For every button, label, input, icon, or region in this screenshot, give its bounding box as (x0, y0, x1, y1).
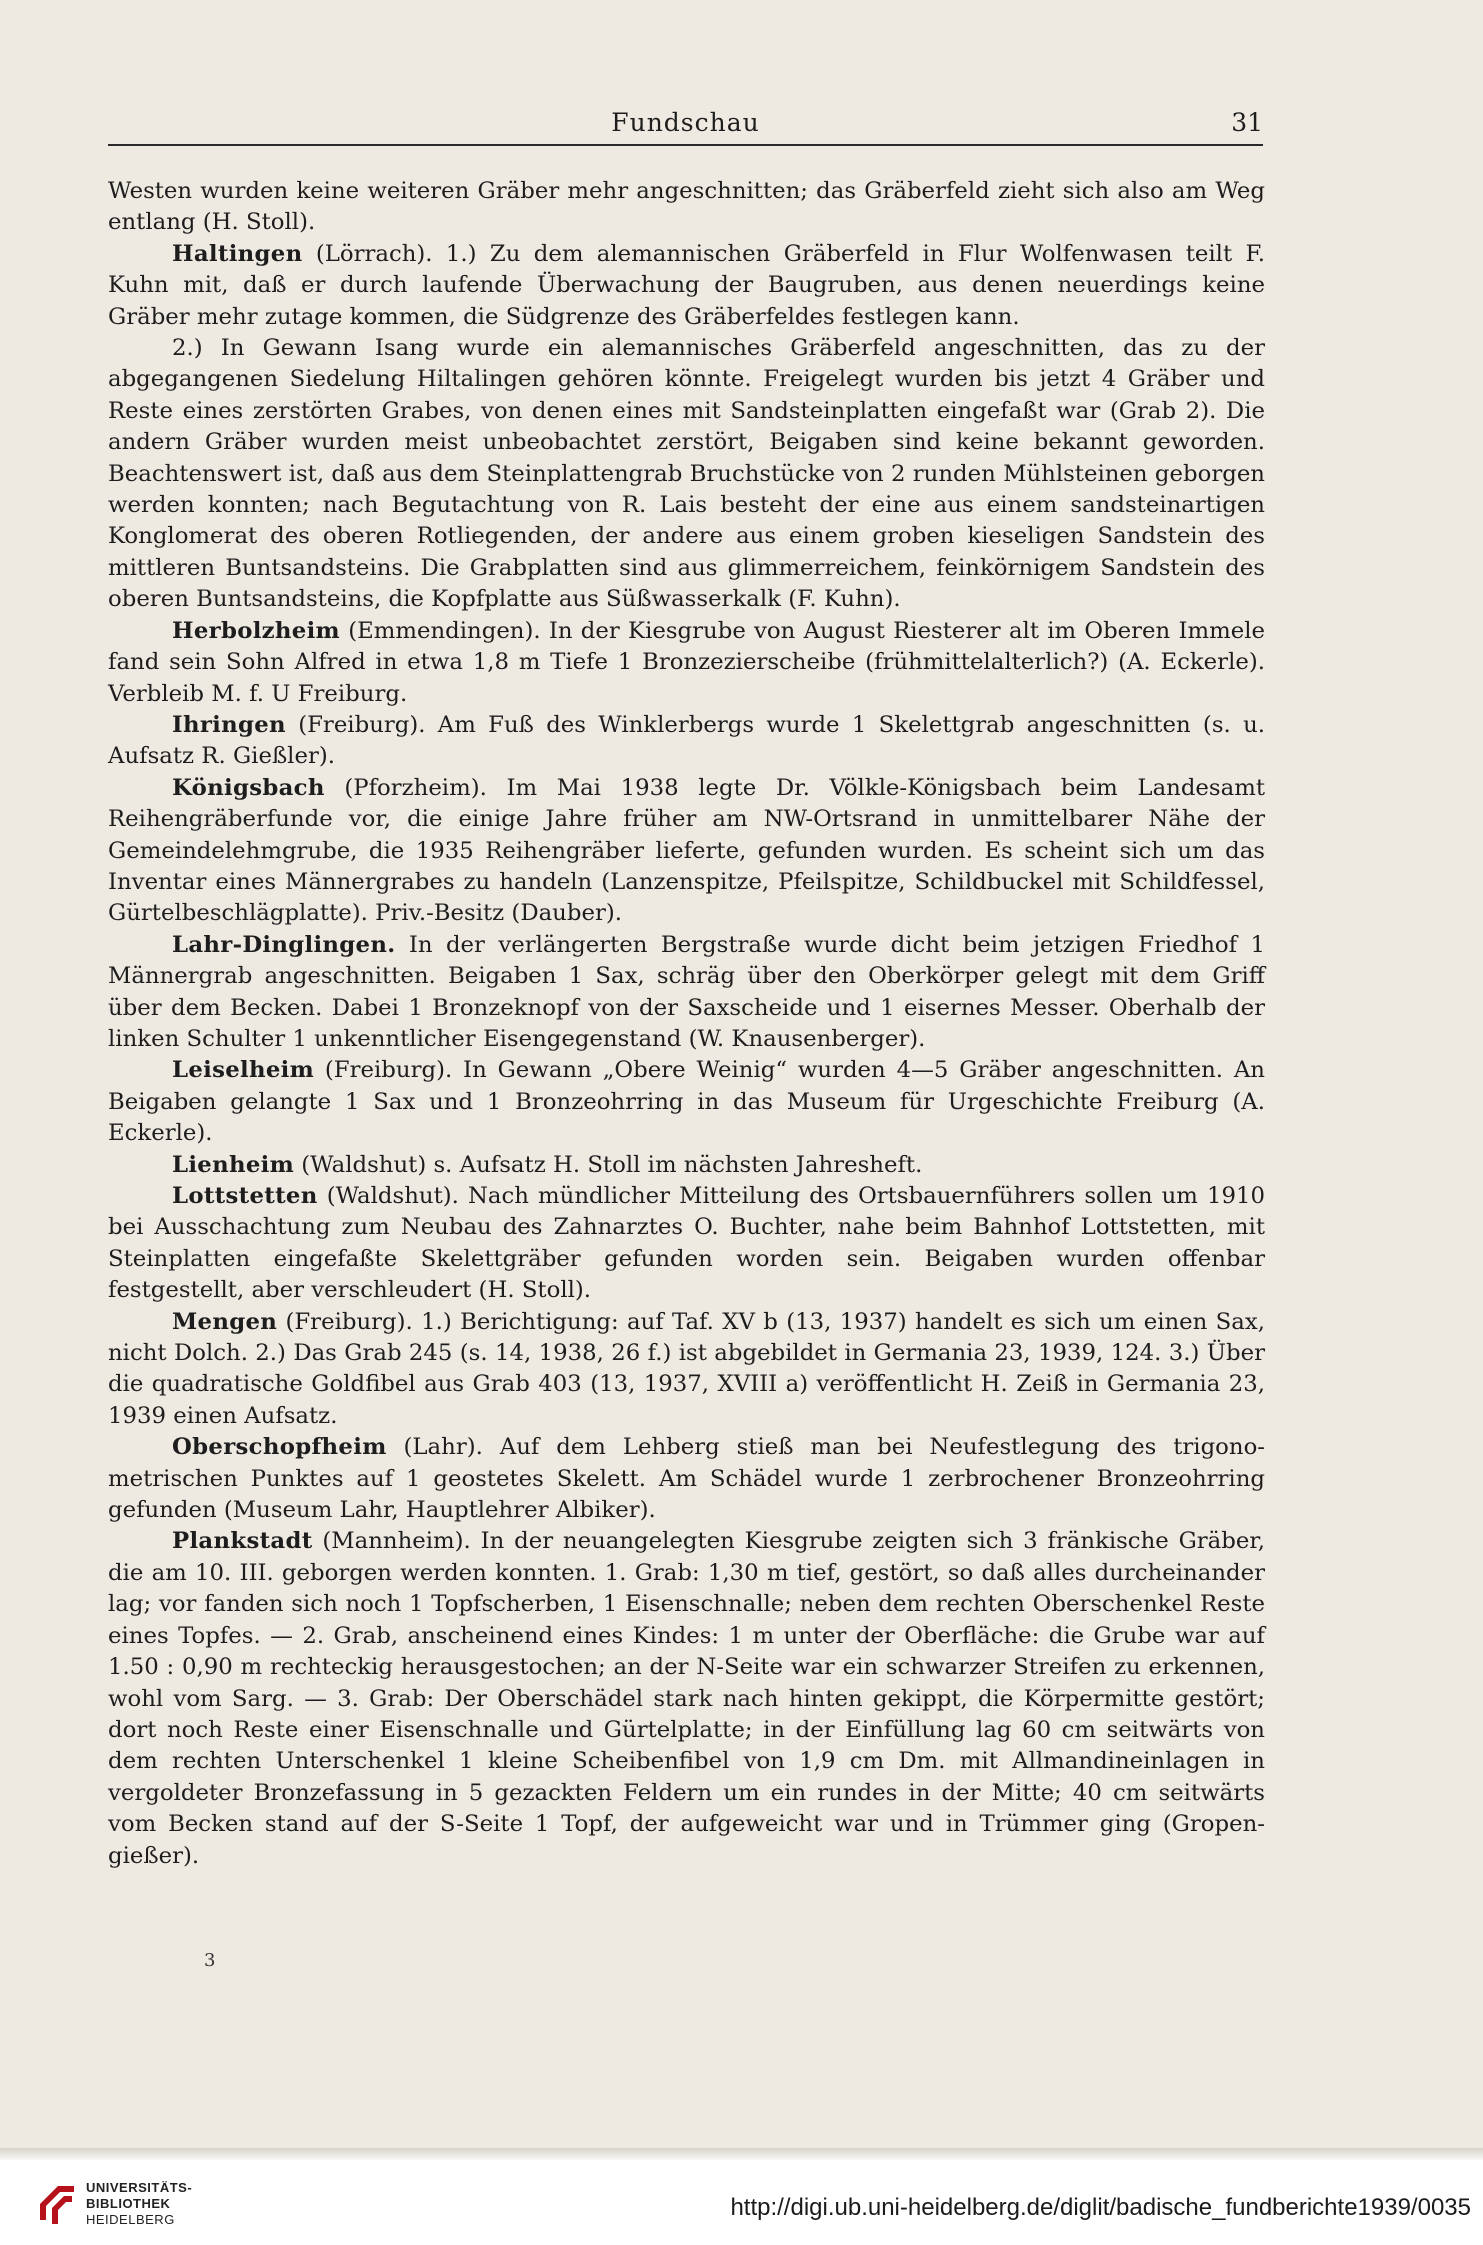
source-url[interactable]: http://digi.ub.uni-heidelberg.de/diglit/badische_fundberichte1939/0035 (730, 2194, 1471, 2221)
paragraph (108, 1150, 1265, 1181)
paragraph-text: (Freiburg). Am Fuß des Winklerbergs wurde 1 Skelettgrab angeschnitten (s. u. Aufsatz R. Gießler). (108, 711, 1265, 770)
paragraph-text: (Pforzheim). Im Mai 1938 legte Dr. Völkle-Königsbach beim Landesamt Reihengräberfunde vor, die einige Jahre früher am NW-Ortsrand in unmittelbarer Nähe der Gemeindelehmgrube, die 1935 Reihengräber lieferte, gefunden wurden. Es scheint sich um das Inventar eines Männergrabes zu handeln (Lanzenspitze, Pfeilspitze, Schildbuckel mit Schildfessel, Gürtelbeschlägplatte). Priv.-Besitz (Dauber). (108, 774, 1265, 927)
library-line-1: UNIVERSITÄTS- (86, 2180, 193, 2195)
place-name: Oberschopfheim (172, 1434, 387, 1461)
paragraph (108, 1181, 1265, 1307)
paragraph-text: (Emmendingen). In der Kiesgrube von August Riesterer alt im Oberen Immele fand sein Sohn Alfred in etwa 1,8 m Tiefe 1 Bronzezierscheibe (frühmittelalterlich?) (A. Eckerle). Verbleib M. f. U Freiburg. (108, 617, 1265, 707)
paragraph-text: (Waldshut). Nach mündlicher Mitteilung des Ortsbauernführers sollen um 1910 bei Ausschachtung zum Neubau des Zahnarztes O. Buchter, nahe beim Bahnhof Lottstetten, mit Steinplatten eingefaßte Skelettgräber gefunden worden sein. Beigaben wurden offenbar festgestellt, aber verschleudert (H. Stoll). (108, 1183, 1265, 1304)
paragraph (108, 176, 1265, 239)
paragraph (108, 710, 1265, 773)
paragraph-text: (Freiburg). 1.) Berichtigung: auf Taf. XV b (13, 1937) handelt es sich um einen Sax, nicht Dolch. 2.) Das Grab 245 (s. 14, 1938, 26 f.) ist abgebildet in Germania 23, 1939, 124. 3.) Über die quadratische Goldfibel aus Grab 403 (13, 1937, XVIII a) veröffentlicht H. Zeiß in Germania 23, 1939 einen Aufsatz. (108, 1308, 1265, 1429)
paragraph (108, 616, 1265, 710)
running-head (108, 104, 1263, 146)
place-name: Lottstetten (172, 1183, 318, 1209)
place-name: Mengen (172, 1308, 278, 1335)
place-name: Herbolzheim (172, 617, 340, 644)
place-name: Haltingen (172, 240, 303, 267)
place-name: Lahr-Dinglingen. (172, 931, 396, 958)
paragraph-text: (Mannheim). In der neuangelegten Kiesgrube zeigten sich 3 fränkische Gräber, die am 10. III. geborgen werden konnten. 1. Grab: 1,30 m tief, gestört, so daß alles durcheinander lag; vor fanden sich noch 1 Topfscherben, 1 Eisenschnalle; neben dem rechten Oberschenkel Reste eines Topfes. — 2. Grab, anscheinend eines Kindes: 1 m unter der Oberfläche: die Grube war auf 1.50 : 0,90 m rechteckig herausgestochen; an der N-Seite war ein schwarzer Streifen zu erkennen, wohl vom Sarg. — 3. Grab: Der Oberschädel stark nach hinten gekippt, die Körpermitte gestört; dort noch Reste einer Eisenschnalle und Gürtelplatte; in der Einfüllung lag 60 cm seitwärts von dem rechten Unterschenkel 1 kleine Scheibenfibel von 1,9 cm Dm. mit Allmandineinlagen in vergoldeter Bronzefassung in 5 gezackten Feldern um ein rundes in der Mitte; 40 cm seitwärts vom Becken stand auf der S-Seite 1 Topf, der aufgeweicht war und in Trümmer ging (Gropengießer). (108, 1528, 1265, 1869)
paragraph (108, 1307, 1265, 1433)
library-name (86, 2180, 192, 2228)
running-title: Fundschau (611, 108, 760, 137)
paragraph (108, 239, 1265, 333)
paragraph (108, 773, 1265, 930)
paragraph (108, 1055, 1265, 1149)
paragraph-text: Westen wurden keine weiteren Gräber mehr angeschnitten; das Gräberfeld zieht sich also am Weg entlang (H. Stoll). (108, 178, 1265, 236)
library-line-3: HEIDELBERG (86, 2212, 175, 2227)
signature-mark: 3 (204, 1950, 216, 1971)
paragraph (108, 1526, 1265, 1871)
paragraph-text: 2.) In Gewann Isang wurde ein alemannisches Gräberfeld angeschnitten, das zu der abgegangenen Siedelung Hiltalingen gehören könnte. Freigelegt wurden bis jetzt 4 Gräber und Reste eines zerstörten Grabes, von denen eines mit Sandsteinplatten eingefaßt war (Grab 2). Die andern Gräber wurden meist unbeobachtet zerstört, Beigaben sind keine bekannt geworden. Beachtenswert ist, daß aus dem Steinplattengrab Bruchstücke von 2 runden Mühlsteinen geborgen werden konnten; nach Begutachtung von R. Lais besteht der eine aus einem sandsteinartigen Konglomerat des oberen Rotliegenden, der andere aus einem groben kieseligen Sandstein des mittleren Buntsandsteins. Die Grabplatten sind aus glimmerreichem, feinkörnigem Sandstein des oberen Buntsandsteins, die Kopfplatte aus Süßwasserkalk (F. Kuhn). (108, 335, 1265, 613)
place-name: Königsbach (172, 774, 325, 801)
paragraph-text: (Lahr). Auf dem Lehberg stieß man bei Neufestlegung des trigonometrischen Punktes auf 1 geostetes Skelett. Am Schädel wurde 1 zerbrochener Bronzeohrring gefunden (Museum Lahr, Hauptlehrer Albiker). (108, 1434, 1265, 1524)
body-text (108, 176, 1265, 1872)
paragraph-text: (Waldshut) s. Aufsatz H. Stoll im nächsten Jahresheft. (294, 1151, 923, 1178)
paragraph-text: (Freiburg). In Gewann „Obere Weinig“ wurden 4—5 Gräber angeschnitten. An Beigaben gelangte 1 Sax und 1 Bronzeohrring in das Museum für Urgeschichte Freiburg (A. Eckerle). (108, 1057, 1265, 1147)
place-name: Plankstadt (172, 1528, 313, 1555)
place-name: Lienheim (172, 1151, 295, 1178)
place-name: Leiselheim (172, 1057, 315, 1084)
library-logo-icon (36, 2178, 78, 2228)
place-name: Ihringen (172, 711, 286, 738)
paragraph-text: In der verlängerten Bergstraße wurde dicht beim jetzigen Friedhof 1 Männergrab angeschnitten. Beigaben 1 Sax, schräg über den Oberkörper gelegt mit dem Griff über dem Becken. Dabei 1 Bronzeknopf von der Saxscheide und 1 eisernes Messer. Oberhalb der linken Schulter 1 unkenntlicher Eisengegenstand (W. Knausenberger). (108, 931, 1265, 1052)
paragraph (108, 1432, 1265, 1526)
page-number: 31 (1231, 108, 1263, 137)
paragraph (108, 930, 1265, 1056)
paragraph (108, 333, 1265, 616)
paragraph-text: (Lörrach). 1.) Zu dem alemannischen Gräberfeld in Flur Wolfenwasen teilt F. Kuhn mit, daß er durch laufende Überwachung der Baugruben, aus denen neuerdings keine Gräber mehr zutage kommen, die Südgrenze des Gräberfeldes festlegen kann. (108, 240, 1265, 330)
library-line-2: BIBLIOTHEK (86, 2196, 171, 2211)
